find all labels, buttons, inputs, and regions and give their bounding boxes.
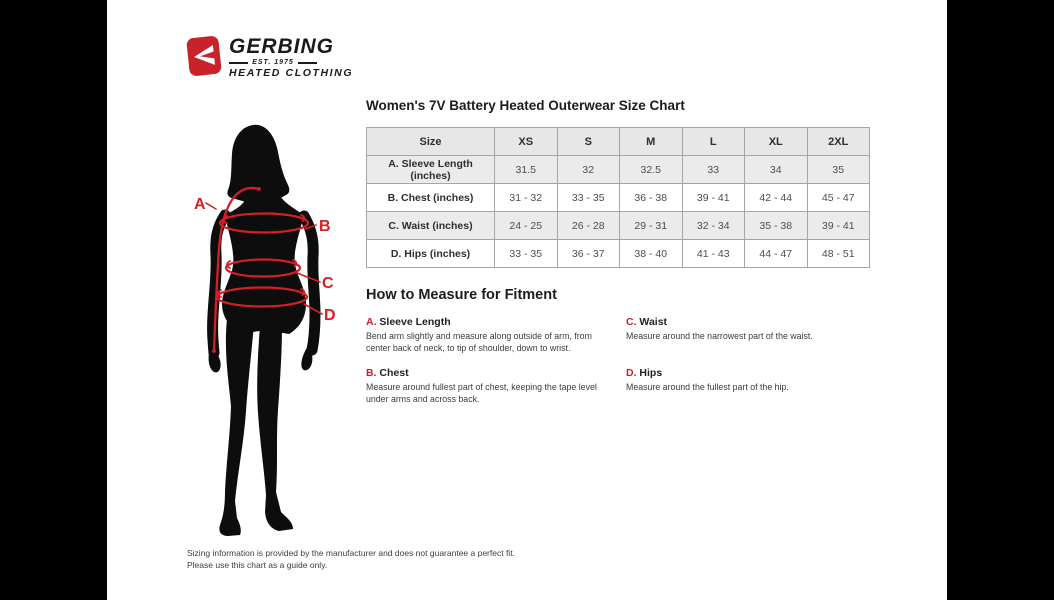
size-column-header: XS xyxy=(495,128,558,156)
size-column-header: XL xyxy=(745,128,808,156)
body-silhouette-figure xyxy=(183,113,358,543)
size-value-cell: 39 - 41 xyxy=(682,184,745,212)
size-value-cell: 38 - 40 xyxy=(620,240,683,268)
measure-item-sleeve-length xyxy=(366,316,618,354)
rule-left xyxy=(229,62,248,64)
footer-disclaimer xyxy=(187,547,515,572)
size-value-cell: 48 - 51 xyxy=(807,240,870,268)
size-table-body xyxy=(367,156,870,268)
established-label: EST. 1975 xyxy=(252,59,294,66)
gerbing-arrow-icon xyxy=(185,34,223,77)
label-c: C xyxy=(322,275,334,292)
measure-guide-title: How to Measure for Fitment xyxy=(366,287,557,303)
measure-item-heading xyxy=(626,367,888,379)
measure-item-chest xyxy=(366,367,618,405)
size-value-cell: 44 - 47 xyxy=(745,240,808,268)
size-value-cell: 35 - 38 xyxy=(745,212,808,240)
logo-text xyxy=(229,36,353,79)
size-label-header: Size xyxy=(367,128,495,156)
size-value-cell: 34 xyxy=(745,156,808,184)
size-value-cell: 26 - 28 xyxy=(557,212,620,240)
size-value-cell: 33 - 35 xyxy=(557,184,620,212)
size-value-cell: 31.5 xyxy=(495,156,558,184)
row-label: A. Sleeve Length (inches) xyxy=(367,156,495,184)
row-label: B. Chest (inches) xyxy=(367,184,495,212)
measure-grid xyxy=(366,316,896,405)
size-value-cell: 33 - 35 xyxy=(495,240,558,268)
rule-right xyxy=(298,62,317,64)
size-table-header-row xyxy=(367,128,870,156)
measure-item-heading xyxy=(366,316,618,328)
size-table xyxy=(366,127,870,268)
table-row xyxy=(367,156,870,184)
gerbing-logo xyxy=(187,36,353,79)
size-value-cell: 36 - 38 xyxy=(620,184,683,212)
measure-item-hips xyxy=(626,367,888,405)
table-row xyxy=(367,212,870,240)
size-value-cell: 45 - 47 xyxy=(807,184,870,212)
size-value-cell: 36 - 37 xyxy=(557,240,620,268)
table-row xyxy=(367,184,870,212)
size-value-cell: 32.5 xyxy=(620,156,683,184)
measure-item-description: Bend arm slightly and measure along outside of arm, from center back of neck, to tip of shoulder, down to wrist. xyxy=(366,331,592,353)
established-row xyxy=(229,59,317,66)
size-value-cell: 39 - 41 xyxy=(807,212,870,240)
size-value-cell: 32 - 34 xyxy=(682,212,745,240)
measure-item-name: Waist xyxy=(639,316,668,328)
measure-item-description: Measure around fullest part of chest, keeping the tape level under arms and across back. xyxy=(366,382,597,404)
size-value-cell: 42 - 44 xyxy=(745,184,808,212)
size-column-header: 2XL xyxy=(807,128,870,156)
measurement-diagram xyxy=(183,113,358,543)
label-d: D xyxy=(324,307,336,324)
size-value-cell: 33 xyxy=(682,156,745,184)
row-label: D. Hips (inches) xyxy=(367,240,495,268)
brand-tagline: HEATED CLOTHING xyxy=(229,67,354,79)
measure-item-letter: B. xyxy=(366,367,380,380)
row-label: C. Waist (inches) xyxy=(367,212,495,240)
measure-item-waist xyxy=(626,316,888,354)
size-value-cell: 24 - 25 xyxy=(495,212,558,240)
content-area xyxy=(107,0,947,600)
size-value-cell: 29 - 31 xyxy=(620,212,683,240)
size-value-cell: 41 - 43 xyxy=(682,240,745,268)
size-column-header: L xyxy=(682,128,745,156)
disclaimer-line-2: Please use this chart as a guide only. xyxy=(187,560,328,571)
size-chart-title: Women's 7V Battery Heated Outerwear Size Chart xyxy=(366,98,685,113)
size-column-header: S xyxy=(557,128,620,156)
measure-item-name: Sleeve Length xyxy=(379,316,451,328)
label-a: A xyxy=(194,196,206,213)
table-row xyxy=(367,240,870,268)
size-column-header: M xyxy=(620,128,683,156)
brand-name: GERBING xyxy=(229,35,335,58)
measure-item-letter: A. xyxy=(366,316,380,328)
measure-item-name: Hips xyxy=(639,367,663,380)
measure-guide-section xyxy=(366,287,896,405)
label-b: B xyxy=(319,218,331,235)
size-value-cell: 31 - 32 xyxy=(495,184,558,212)
measure-item-heading xyxy=(626,316,888,328)
measure-item-heading xyxy=(366,367,618,379)
measure-item-description: Measure around the fullest part of the hip. xyxy=(626,382,789,393)
size-value-cell: 32 xyxy=(557,156,620,184)
measure-item-name: Chest xyxy=(379,367,409,380)
size-value-cell: 35 xyxy=(807,156,870,184)
disclaimer-line-1: Sizing information is provided by the manufacturer and does not guarantee a perfect fit. xyxy=(187,548,515,558)
measure-item-letter: D. xyxy=(626,367,640,380)
measure-item-description: Measure around the narrowest part of the waist. xyxy=(626,331,813,341)
measure-item-letter: C. xyxy=(626,316,640,328)
silhouette-shapes xyxy=(209,125,315,536)
